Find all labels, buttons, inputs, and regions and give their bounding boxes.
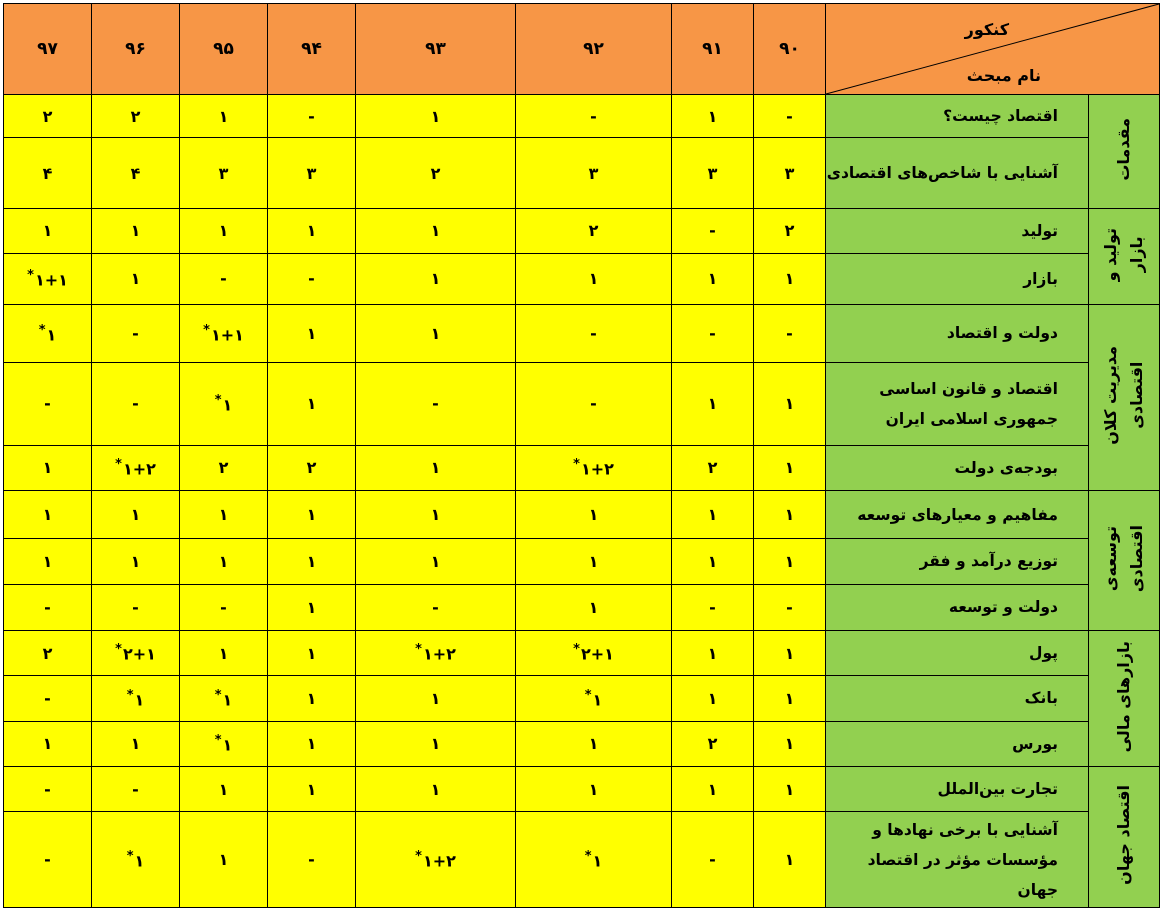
value-cell: ۱ — [356, 95, 516, 138]
topic-cell: بودجه‌ی دولت — [826, 445, 1089, 490]
value-cell: ۱* — [92, 676, 180, 721]
value-cell: - — [356, 584, 516, 630]
topic-cell: آشنایی با برخی نهادها و مؤسسات مؤثر در اقتصاد جهان — [826, 812, 1089, 908]
value-cell: ۱ — [268, 490, 356, 538]
year-header: ۹۰ — [754, 4, 826, 95]
value-cell: ۱ — [754, 766, 826, 811]
value-cell: ۴ — [92, 138, 180, 209]
value-cell: ۱ — [754, 445, 826, 490]
value-cell: ۱ — [268, 630, 356, 675]
value-cell: - — [516, 95, 672, 138]
table-row — [4, 539, 1160, 584]
exam-label: کنکور — [964, 20, 1009, 39]
value-cell: ۱ — [754, 812, 826, 908]
topic-cell: دولت و توسعه — [826, 584, 1089, 630]
table-row — [4, 304, 1160, 362]
category-label: بازارهای مالی — [1114, 640, 1133, 753]
value-cell: ۱ — [268, 539, 356, 584]
value-cell: ۲+۱* — [516, 630, 672, 675]
value-cell: ۱ — [356, 766, 516, 811]
table-row — [4, 584, 1160, 630]
value-cell: ۱ — [92, 490, 180, 538]
value-cell: - — [268, 254, 356, 304]
value-cell: ۱+۲* — [356, 812, 516, 908]
value-cell: - — [672, 812, 754, 908]
value-cell: ۱ — [672, 95, 754, 138]
value-cell: - — [92, 304, 180, 362]
asterisk-mark: * — [214, 733, 222, 749]
value-cell: ۱+۱* — [180, 304, 268, 362]
value-cell: ۱ — [356, 254, 516, 304]
value-cell: ۲+۱* — [92, 630, 180, 675]
value-cell: ۱ — [516, 539, 672, 584]
value-cell: ۳ — [672, 138, 754, 209]
value-cell: ۱ — [180, 539, 268, 584]
value-cell: ۱ — [180, 766, 268, 811]
asterisk-mark: * — [115, 457, 122, 473]
value-cell: - — [672, 208, 754, 253]
value-cell: ۱ — [356, 721, 516, 766]
value-cell: ۱ — [754, 254, 826, 304]
year-header: ۹۵ — [180, 4, 268, 95]
value-cell: ۱ — [516, 721, 672, 766]
topic-cell: اقتصاد چیست؟ — [826, 95, 1089, 138]
asterisk-mark: * — [27, 268, 34, 284]
table-row — [4, 362, 1160, 445]
value-cell: ۳ — [754, 138, 826, 209]
value-cell: ۲ — [754, 208, 826, 253]
value-cell: - — [4, 584, 92, 630]
value-cell: ۱ — [356, 304, 516, 362]
value-cell: ۱* — [516, 676, 672, 721]
table-row — [4, 138, 1160, 209]
asterisk-mark: * — [115, 642, 122, 658]
value-cell: ۱ — [516, 766, 672, 811]
value-cell: ۲ — [4, 630, 92, 675]
value-cell: ۲ — [672, 445, 754, 490]
value-cell: ۱* — [92, 812, 180, 908]
value-cell: - — [180, 254, 268, 304]
value-cell: ۱ — [672, 630, 754, 675]
category-label: تولید و بازار — [1101, 227, 1146, 281]
value-cell: ۲ — [180, 445, 268, 490]
value-cell: ۱ — [356, 676, 516, 721]
table-row — [4, 676, 1160, 721]
table-row — [4, 766, 1160, 811]
table-row — [4, 721, 1160, 766]
table-row — [4, 630, 1160, 675]
topic-cell: تولید — [826, 208, 1089, 253]
value-cell: ۱ — [754, 539, 826, 584]
value-cell: ۱ — [356, 539, 516, 584]
value-cell: ۳ — [180, 138, 268, 209]
category-cell — [1089, 766, 1160, 907]
value-cell: - — [4, 676, 92, 721]
value-cell: ۱ — [180, 490, 268, 538]
asterisk-mark: * — [203, 322, 210, 338]
topic-cell: اقتصاد و قانون اساسی جمهوری اسلامی ایران — [826, 362, 1089, 445]
topic-cell: تجارت بین‌الملل — [826, 766, 1089, 811]
value-cell: - — [754, 584, 826, 630]
year-header: ۹۶ — [92, 4, 180, 95]
value-cell: ۱+۲* — [356, 630, 516, 675]
value-cell: ۱ — [180, 95, 268, 138]
value-cell: - — [754, 304, 826, 362]
exam-topics-table — [3, 3, 1160, 908]
table-row — [4, 95, 1160, 138]
value-cell: ۱ — [4, 490, 92, 538]
value-cell: ۱ — [268, 766, 356, 811]
value-cell: - — [516, 304, 672, 362]
value-cell: ۱* — [180, 721, 268, 766]
value-cell: ۲ — [4, 95, 92, 138]
category-label: مدیریت کلان اقتصادی — [1101, 345, 1146, 445]
value-cell: - — [516, 362, 672, 445]
category-cell — [1089, 304, 1160, 490]
value-cell: ۱ — [92, 208, 180, 253]
category-cell — [1089, 630, 1160, 766]
topic-cell: مفاهیم و معیارهای توسعه — [826, 490, 1089, 538]
asterisk-mark: * — [573, 457, 580, 473]
asterisk-mark: * — [214, 687, 222, 703]
value-cell: ۱ — [268, 304, 356, 362]
topic-cell: پول — [826, 630, 1089, 675]
asterisk-mark: * — [584, 848, 592, 864]
topic-label: نام مبحث — [966, 66, 1041, 85]
value-cell: ۱ — [516, 490, 672, 538]
value-cell: ۱ — [754, 362, 826, 445]
value-cell: - — [4, 812, 92, 908]
year-header: ۹۲ — [516, 4, 672, 95]
category-label: توسعه‌ی اقتصادی — [1101, 524, 1146, 592]
asterisk-mark: * — [415, 642, 422, 658]
value-cell: ۱ — [268, 362, 356, 445]
value-cell: ۱ — [4, 539, 92, 584]
value-cell: ۱ — [754, 490, 826, 538]
table-row — [4, 490, 1160, 538]
value-cell: ۱ — [268, 208, 356, 253]
asterisk-mark: * — [573, 642, 580, 658]
value-cell: ۱ — [516, 254, 672, 304]
value-cell: ۲ — [268, 445, 356, 490]
asterisk-mark: * — [126, 848, 134, 864]
asterisk-mark: * — [214, 393, 222, 409]
table-row — [4, 445, 1160, 490]
value-cell: - — [4, 766, 92, 811]
asterisk-mark: * — [126, 687, 134, 703]
value-cell: ۱ — [268, 676, 356, 721]
value-cell: - — [672, 304, 754, 362]
value-cell: ۱ — [672, 676, 754, 721]
category-cell — [1089, 490, 1160, 630]
value-cell: ۱ — [754, 721, 826, 766]
value-cell: - — [92, 584, 180, 630]
value-cell: ۲ — [92, 95, 180, 138]
table-row — [4, 208, 1160, 253]
value-cell: ۱ — [754, 676, 826, 721]
value-cell: ۱ — [672, 490, 754, 538]
topic-cell: بورس — [826, 721, 1089, 766]
value-cell: ۱ — [516, 584, 672, 630]
value-cell: ۱ — [672, 766, 754, 811]
value-cell: ۱ — [268, 721, 356, 766]
topic-cell: توزیع درآمد و فقر — [826, 539, 1089, 584]
value-cell: - — [92, 766, 180, 811]
value-cell: ۲ — [672, 721, 754, 766]
value-cell: - — [4, 362, 92, 445]
value-cell: - — [268, 95, 356, 138]
value-cell: - — [672, 584, 754, 630]
asterisk-mark: * — [584, 687, 592, 703]
value-cell: ۱ — [4, 445, 92, 490]
value-cell: - — [754, 95, 826, 138]
value-cell: ۱ — [92, 721, 180, 766]
value-cell: ۱ — [356, 445, 516, 490]
value-cell: ۱ — [268, 584, 356, 630]
value-cell: ۱ — [180, 630, 268, 675]
value-cell: ۲ — [516, 208, 672, 253]
value-cell: ۱* — [180, 362, 268, 445]
value-cell: ۳ — [516, 138, 672, 209]
value-cell: ۱ — [4, 721, 92, 766]
year-header: ۹۱ — [672, 4, 754, 95]
topic-cell: آشنایی با شاخص‌های اقتصادی — [826, 138, 1089, 209]
category-cell — [1089, 95, 1160, 209]
table-row — [4, 254, 1160, 304]
header-corner — [826, 4, 1160, 95]
value-cell: - — [92, 362, 180, 445]
year-header: ۹۳ — [356, 4, 516, 95]
category-label: اقتصاد جهان — [1114, 785, 1133, 885]
year-header: ۹۴ — [268, 4, 356, 95]
value-cell: ۱* — [180, 676, 268, 721]
category-cell — [1089, 208, 1160, 304]
value-cell: ۱+۲* — [516, 445, 672, 490]
value-cell: ۱ — [180, 208, 268, 253]
category-label: مقدمات — [1114, 118, 1133, 181]
value-cell: ۱+۲* — [92, 445, 180, 490]
value-cell: ۱ — [672, 362, 754, 445]
topic-cell: بانک — [826, 676, 1089, 721]
value-cell: ۴ — [4, 138, 92, 209]
value-cell: ۱ — [180, 812, 268, 908]
value-cell: ۱+۱* — [4, 254, 92, 304]
value-cell: ۱ — [672, 254, 754, 304]
value-cell: ۱ — [356, 208, 516, 253]
asterisk-mark: * — [415, 848, 422, 864]
value-cell: ۱ — [672, 539, 754, 584]
value-cell: - — [268, 812, 356, 908]
value-cell: ۲ — [356, 138, 516, 209]
value-cell: ۳ — [268, 138, 356, 209]
value-cell: - — [180, 584, 268, 630]
value-cell: ۱ — [754, 630, 826, 675]
asterisk-mark: * — [38, 322, 46, 338]
value-cell: ۱ — [356, 490, 516, 538]
value-cell: ۱* — [516, 812, 672, 908]
table-row — [4, 812, 1160, 908]
topic-cell: دولت و اقتصاد — [826, 304, 1089, 362]
value-cell: ۱ — [92, 539, 180, 584]
value-cell: ۱* — [4, 304, 92, 362]
value-cell: ۱ — [92, 254, 180, 304]
value-cell: ۱ — [4, 208, 92, 253]
year-header: ۹۷ — [4, 4, 92, 95]
topic-cell: بازار — [826, 254, 1089, 304]
value-cell: - — [356, 362, 516, 445]
